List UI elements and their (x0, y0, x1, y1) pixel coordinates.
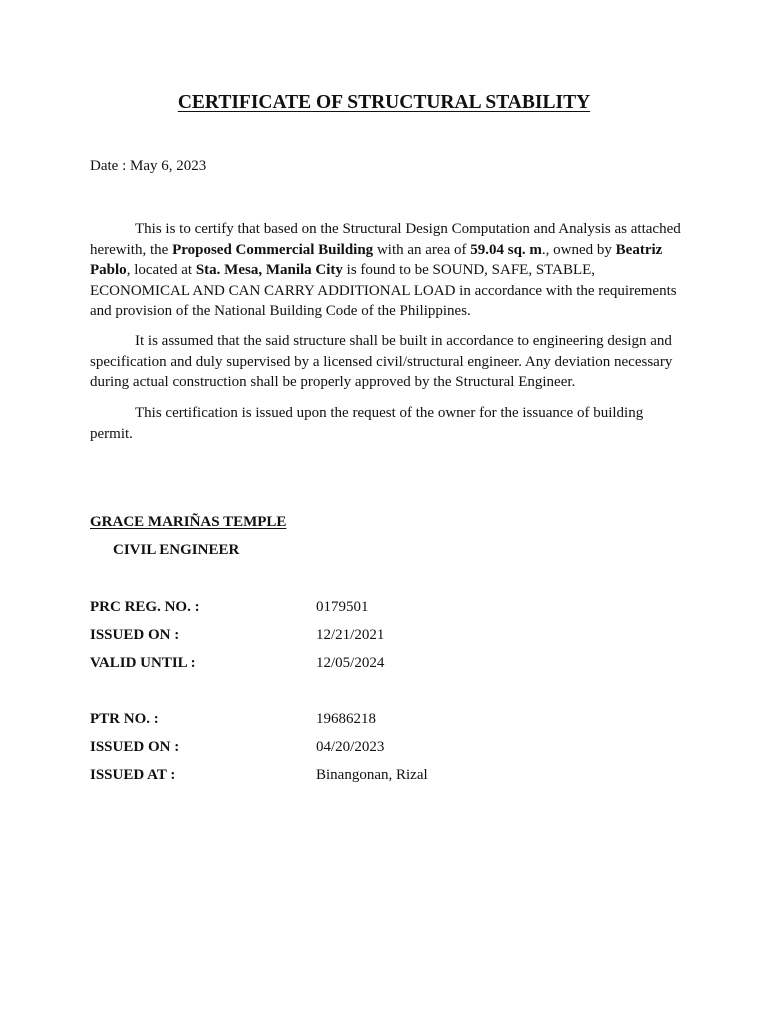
credential-value: 0179501 (316, 599, 369, 615)
credential-value: 12/05/2024 (316, 655, 385, 671)
owner-name: Beatriz Pablo (90, 241, 663, 278)
building-location: Sta. Mesa, Manila City (195, 262, 343, 278)
signatory-title: CIVIL ENGINEER (113, 542, 240, 558)
paragraph-text: with an area of (373, 241, 471, 258)
certificate-date: Date : May 6, 2023 (90, 158, 207, 174)
credential-value: 04/20/2023 (316, 739, 385, 755)
credential-label: ISSUED ON : (90, 627, 180, 643)
credential-label: VALID UNTIL : (90, 655, 196, 671)
paragraph-text: It is assumed that the said structure shall be built in accordance to engineering design and specification and duly supervised by a licensed civil/structural engineer. Any deviation necessary during actual construction shall be properly approved by the Structural Engineer. (90, 333, 673, 390)
signatory-name: GRACE MARIÑAS TEMPLE (90, 514, 287, 530)
certification-paragraph (90, 219, 682, 322)
paragraph-text: This certification is issued upon the request of the owner for the issuance of building permit. (90, 405, 644, 442)
credential-label: ISSUED AT : (90, 767, 176, 783)
building-area: 59.04 sq. m (470, 241, 542, 258)
page-title: CERTIFICATE OF STRUCTURAL STABILITY (177, 92, 591, 113)
paragraph-text: is found to be SOUND, SAFE, STABLE, ECONOMICAL AND CAN CARRY ADDITIONAL LOAD in accordance with the requirements and provision of the National Building Code of the Philippines. (90, 262, 677, 319)
paragraph-text: , located at (126, 262, 196, 278)
paragraph-text: ., owned by (541, 241, 616, 258)
paragraph-text: This is to certify that based on the Structural Design Computation and Analysis as attached herewith, the (90, 221, 681, 258)
credential-value: 12/21/2021 (316, 627, 385, 643)
issuance-paragraph (90, 403, 682, 444)
credential-value: 19686218 (316, 711, 376, 727)
building-type: Proposed Commercial Building (172, 241, 374, 258)
credential-value: Binangonan, Rizal (316, 767, 428, 783)
assumption-paragraph (90, 331, 682, 393)
credential-label: ISSUED ON : (90, 739, 180, 755)
credential-label: PTR NO. : (90, 711, 159, 727)
credential-label: PRC REG. NO. : (90, 599, 200, 615)
